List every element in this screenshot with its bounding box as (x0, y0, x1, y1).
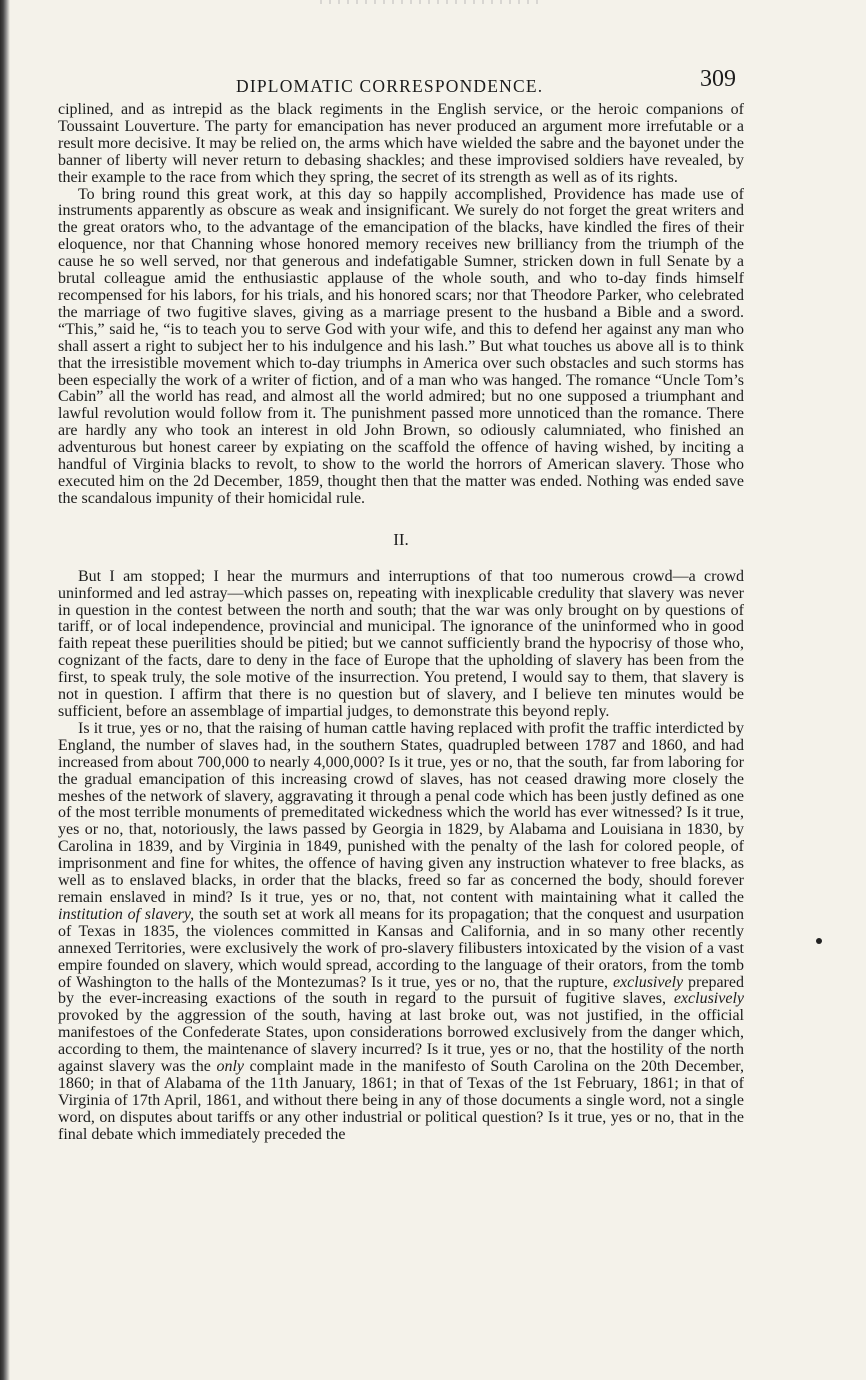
text-segment: provoked by the aggression of the south, having at last broke out, was not justified, in the official manifestoes of the Confederate States, upon considerations borrowed exclusively from the danger which, according to them, the maintenance of slavery incurred? Is it true, yes or no, that the hostility of the north against slavery was the (58, 1007, 744, 1076)
text-segment: the south set at work all means for its propagation; that the conquest and usurpation of Texas in 1835, the violences committed in Kansas and California, and in so many other recently annexed Territories, were exclusively the work of pro-slavery filibusters intoxicated by the vision of a vast empire founded on slavery, which would spread, according to the language of their orators, from the tomb of Washington to the halls of the Montezumas? Is it true, yes or no, that the rupture, (58, 905, 744, 991)
paragraph-crowd: But I am stopped; I hear the murmurs and interruptions of that too numerous crowd—a crowd uninformed and led astray—which passes on, repeating with inexplicable credulity that slavery was never in question in the contest between the north and south; that the war was only brought on by questions of tariff, or of local independence, provincial and municipal. The ignorance of the uninformed who in good faith repeat these puerilities should be pitied; but we cannot sufficiently brand the hypocrisy of those who, cognizant of the facts, dare to deny in the face of Europe that the upholding of slavery has been from the first, to speak truly, the sole motive of the insurrection. You pretend, I would say to them, that slavery is not in question. I affirm that there is no question but of slavery, and I believe ten minutes would be sufficient, before an assemblage of impartial judges, to demonstrate this beyond reply. (58, 567, 744, 720)
book-spine-shadow (0, 0, 10, 1380)
italic-phrase: exclusively (612, 973, 684, 991)
italic-phrase: only (216, 1058, 244, 1076)
italic-phrase: exclusively (673, 990, 744, 1008)
page-number: 309 (700, 66, 736, 92)
running-title: DIPLOMATIC CORRESPONDENCE. (236, 76, 544, 96)
section-heading: II. (393, 529, 409, 549)
margin-dot-mark (816, 938, 822, 944)
paragraph-providence: To bring round this great work, at this day so happily accomplished, Providence has made use of instruments apparently as obscure as weak and insignificant. We surely do not forget the great writers and the great orators who, to the advantage of the emancipation of the blacks, have kindled the fires of their eloquence, nor that Channing whose honored memory receives new brilliancy from the triumph of the cause he so well served, nor that generous and indefatigable Sumner, stricken down in full Senate by a brutal colleague amid the enthusiastic applause of the whole south, and who to-day finds himself recompensed for his labors, for his trials, and his honored scars; nor that Theodore Parker, who celebrated the marriage of two fugitive slaves, giving as a marriage present to the husband a Bible and a sword. “This,” said he, “is to teach you to serve God with your wife, and this to defend her against any man who shall assert a right to subject her to his indulgence and his lash.” But what touches us above all is to think that the irresistible movement which to-day triumphs in America over such obstacles and such storms has been especially the work of a writer of fiction, and of a man who was hanged. The romance “Uncle Tom’s Cabin” all the world has read, and almost all the world admired; but no one supposed a triumphant and lawful revolution would follow from it. The punishment passed more unnoticed than the romance. There are hardly any who took an interest in old John Brown, so odiously calumniated, who finished an adventurous but honest career by expiating on the scaffold the offence of having wished, by inciting a handful of Virginia blacks to revolt, to show to the world the horrors of American slavery. Those who executed him on the 2d December, 1859, thought then that the matter was ended. Nothing was ended save the scandalous impunity of their homicidal rule. (58, 185, 744, 507)
text-segment: prepared by the ever-increasing exactions of the south in regard to the pursuit of fugitive slaves, (58, 973, 744, 1008)
paragraph-questions (58, 721, 744, 1144)
document-page (58, 62, 744, 1144)
text-segment: Is it true, yes or no, that the raising of human cattle having replaced with profit the traffic interdicted by England, the number of slaves had, in the southern States, quadrupled between 1787 and 1860, and had increased from about 700,000 to nearly 4,000,000? Is it true, yes or no, that the south, far from laboring for the gradual emancipation of this increasing crowd of slaves, has not ceased drawing more closely the meshes of the network of slavery, aggravating it through a penal code which has been justly defined as one of the most terrible monuments of premeditated wickedness which the world has ever witnessed? Is it true, yes or no, that, notoriously, the laws passed by Georgia in 1829, by Alabama and Louisiana in 1830, by Carolina in 1839, and by Virginia in 1849, punished with the penalty of the lash for colored people, of imprisonment and fine for whites, the offence of having given any instruction whatever to free blacks, as well as to enslaved blacks, in order that the blacks, freed so far as concerned the body, should forever remain enslaved in mind? Is it true, yes or no, that, not content with maintaining what it called the (58, 719, 744, 906)
text-segment: complaint made in the manifesto of South Carolina on the 20th December, 1860; in that of Alabama of the 11th January, 1861; in that of Texas of the 1st February, 1861; in that of Virginia of 17th April, 1861, and without there being in any of those documents a single word, not a single word, on disputes about tariffs or any other industrial or political question? Is it true, yes or no, that in the final debate which immediately preceded the (58, 1058, 744, 1143)
scan-artifact (320, 0, 540, 4)
italic-phrase: institution of slavery, (58, 905, 195, 923)
paragraph-continuation: ciplined, and as intrepid as the black regiments in the English service, or the heroic companions of Toussaint Louverture. The party for emancipation has never produced an argument more irrefutable or a result more decisive. It may be relied on, the arms which have wielded the sabre and the bayonet under the banner of liberty will never return to debasing shackles; and these improvised soldiers have revealed, by their example to the race from which they spring, the secret of its strength as well as of its rights. (58, 101, 744, 186)
running-head (58, 62, 744, 102)
